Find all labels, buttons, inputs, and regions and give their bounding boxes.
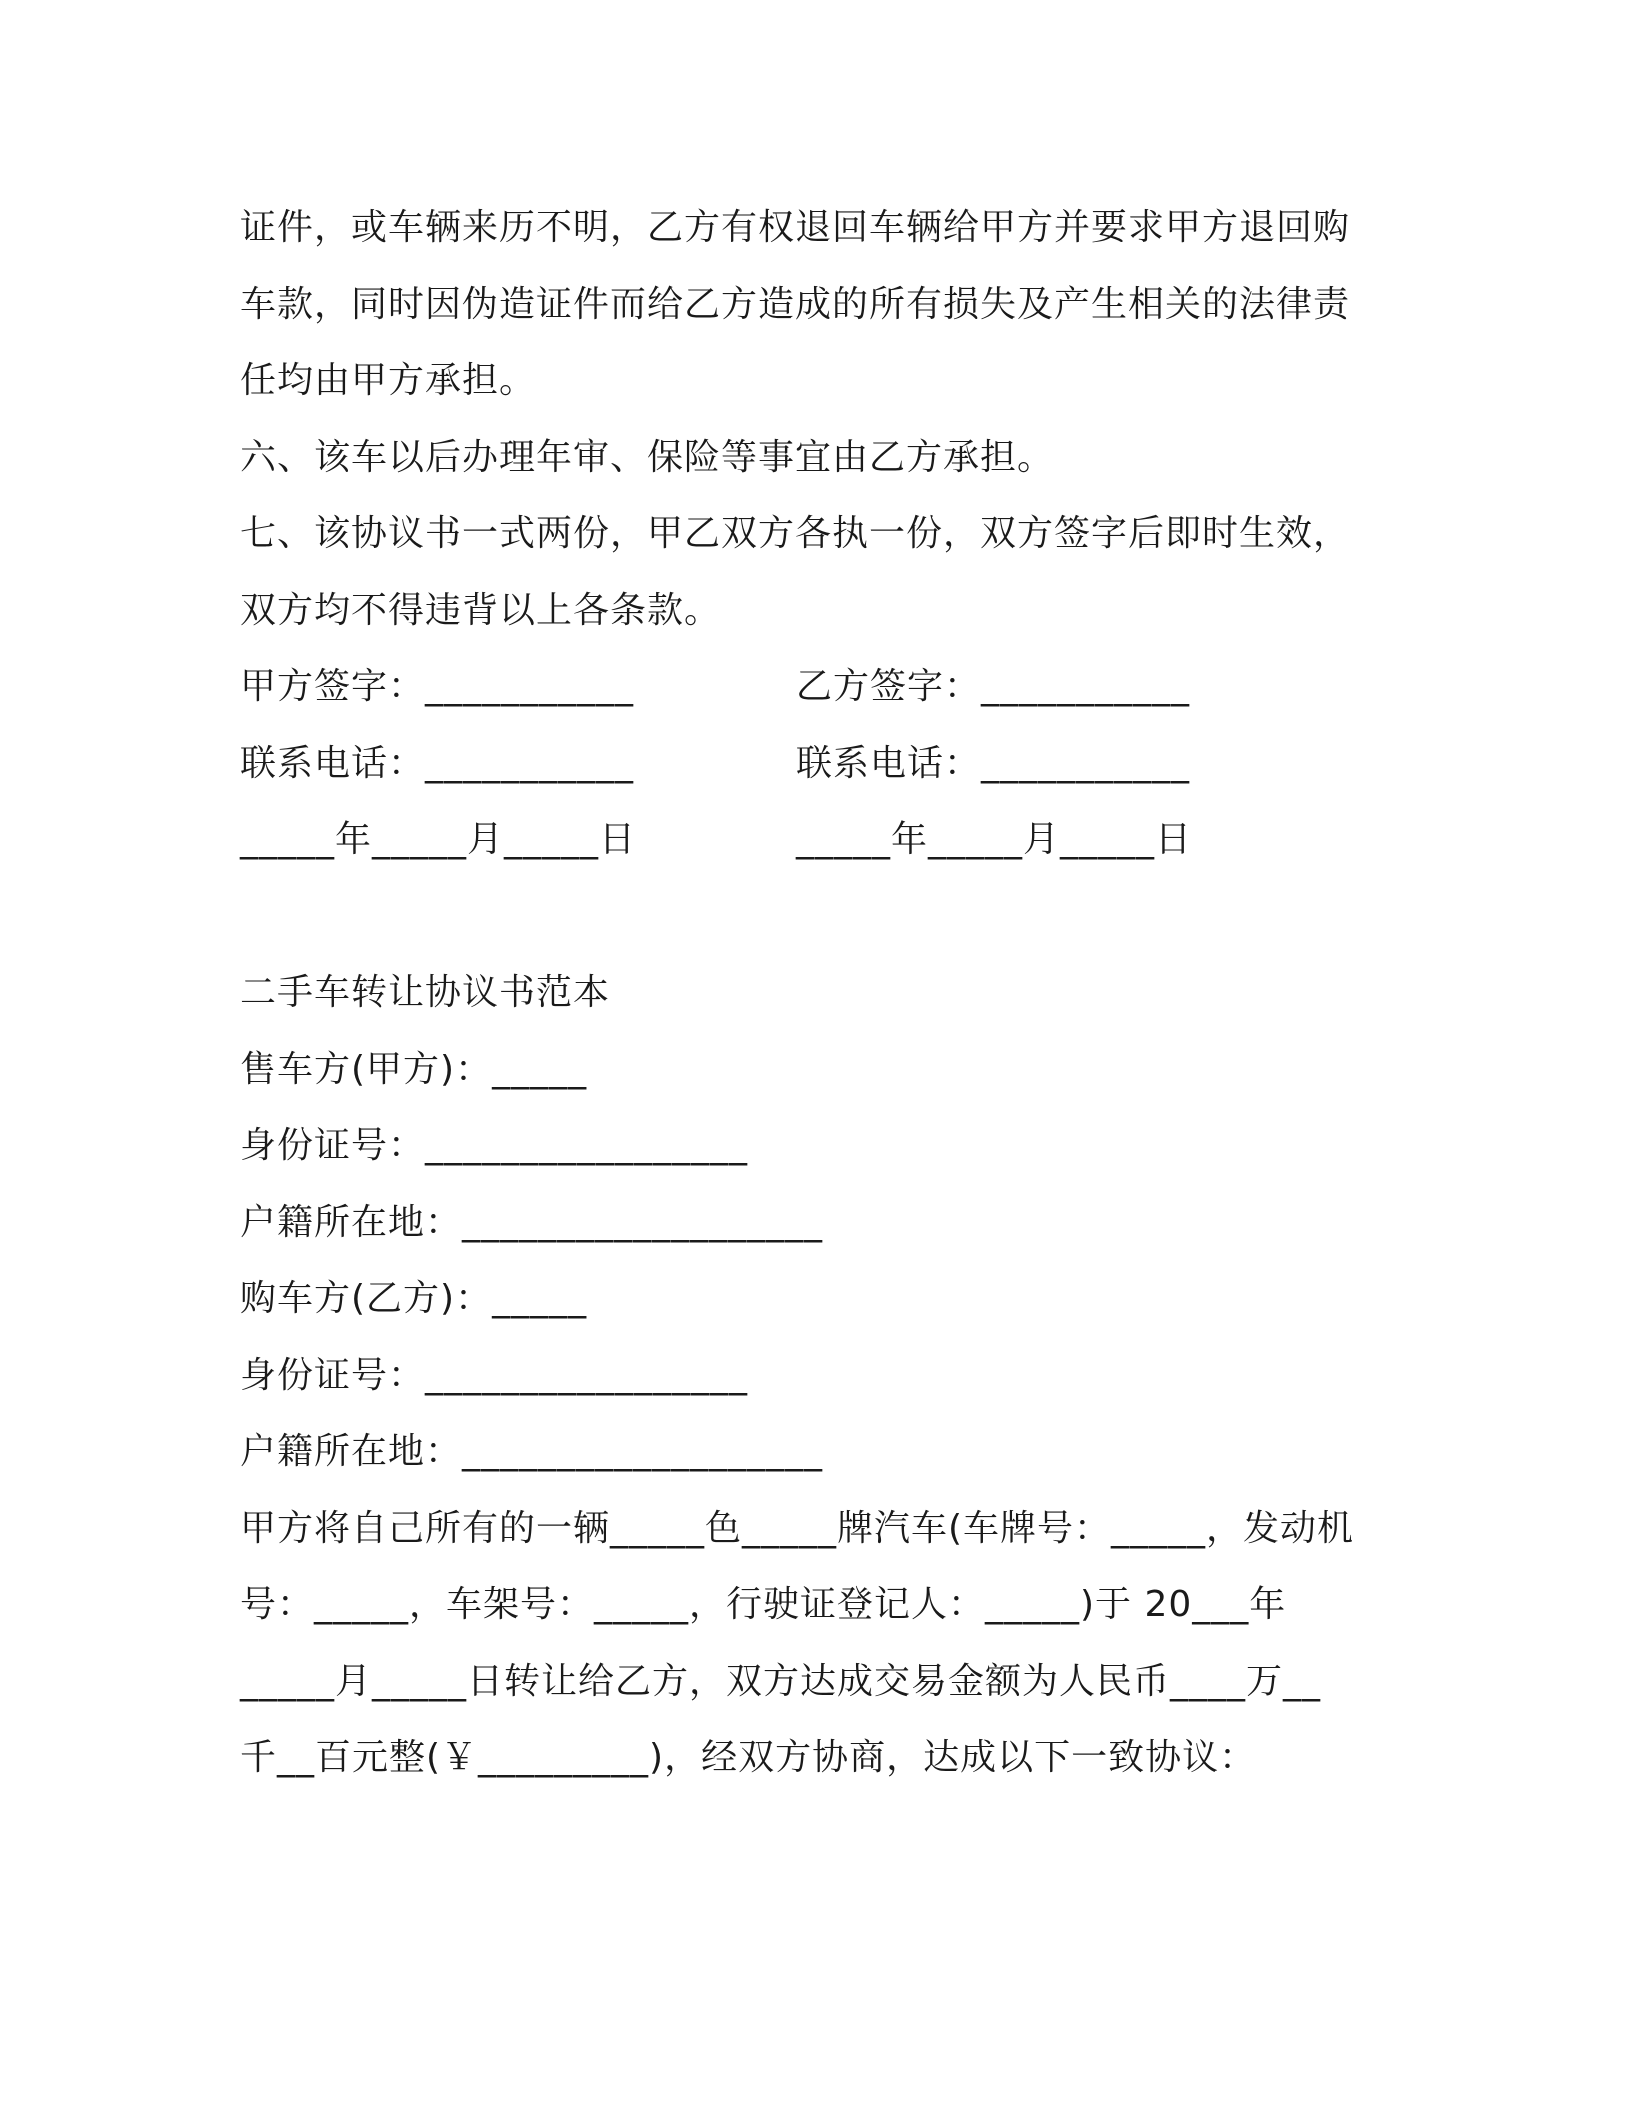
date-row (240, 802, 1400, 879)
clause-five-line-2: 车款，同时因伪造证件而给乙方造成的所有损失及产生相关的法律责 (240, 283, 1351, 325)
signature-row (240, 649, 1400, 726)
party-b-phone-field: 联系电话：___________ (796, 742, 1191, 784)
clause-five-line-3: 任均由甲方承担。 (240, 360, 537, 401)
phone-row (240, 726, 1400, 803)
party-a-date-field: _____年_____月_____日 (240, 819, 637, 860)
agreement-body-line-1: 甲方将自己所有的一辆_____色_____牌汽车(车牌号：_____，发动机 (240, 1507, 1355, 1549)
clause-six: 六、该车以后办理年审、保险等事宜由乙方承担。 (240, 436, 1055, 478)
sample-title: 二手车转让协议书范本 (240, 972, 611, 1013)
seller-domicile-field: 户籍所在地：___________________ (240, 1201, 824, 1243)
document-page (240, 190, 1400, 1797)
party-b-signature-field: 乙方签字：___________ (796, 666, 1191, 707)
party-a-signature-field: 甲方签字：___________ (240, 666, 635, 707)
clause-seven-line-2: 双方均不得违背以上各条款。 (240, 589, 722, 631)
clause-five-line-1: 证件，或车辆来历不明，乙方有权退回车辆给甲方并要求甲方退回购 (240, 207, 1351, 248)
agreement-body-line-4: 千__百元整(￥_________)，经双方协商，达成以下一致协议： (240, 1737, 1257, 1778)
buyer-id-field: 身份证号：_________________ (240, 1354, 749, 1396)
agreement-body-line-3: _____月_____日转让给乙方，双方达成交易金额为人民币____万__ (240, 1660, 1322, 1702)
seller-field: 售车方(甲方)：_____ (240, 1048, 588, 1090)
clause-seven-line-1: 七、该协议书一式两份，甲乙双方各执一份，双方签字后即时生效， (240, 513, 1351, 554)
party-b-date-field: _____年_____月_____日 (796, 819, 1193, 860)
party-a-phone-field: 联系电话：___________ (240, 742, 635, 784)
seller-id-field: 身份证号：_________________ (240, 1125, 749, 1166)
buyer-field: 购车方(乙方)：_____ (240, 1278, 588, 1319)
buyer-domicile-field: 户籍所在地：___________________ (240, 1431, 824, 1472)
agreement-body-line-2: 号：_____，车架号：_____，行驶证登记人：_____)于 20___年 (240, 1584, 1287, 1625)
section-spacer (240, 879, 1400, 956)
